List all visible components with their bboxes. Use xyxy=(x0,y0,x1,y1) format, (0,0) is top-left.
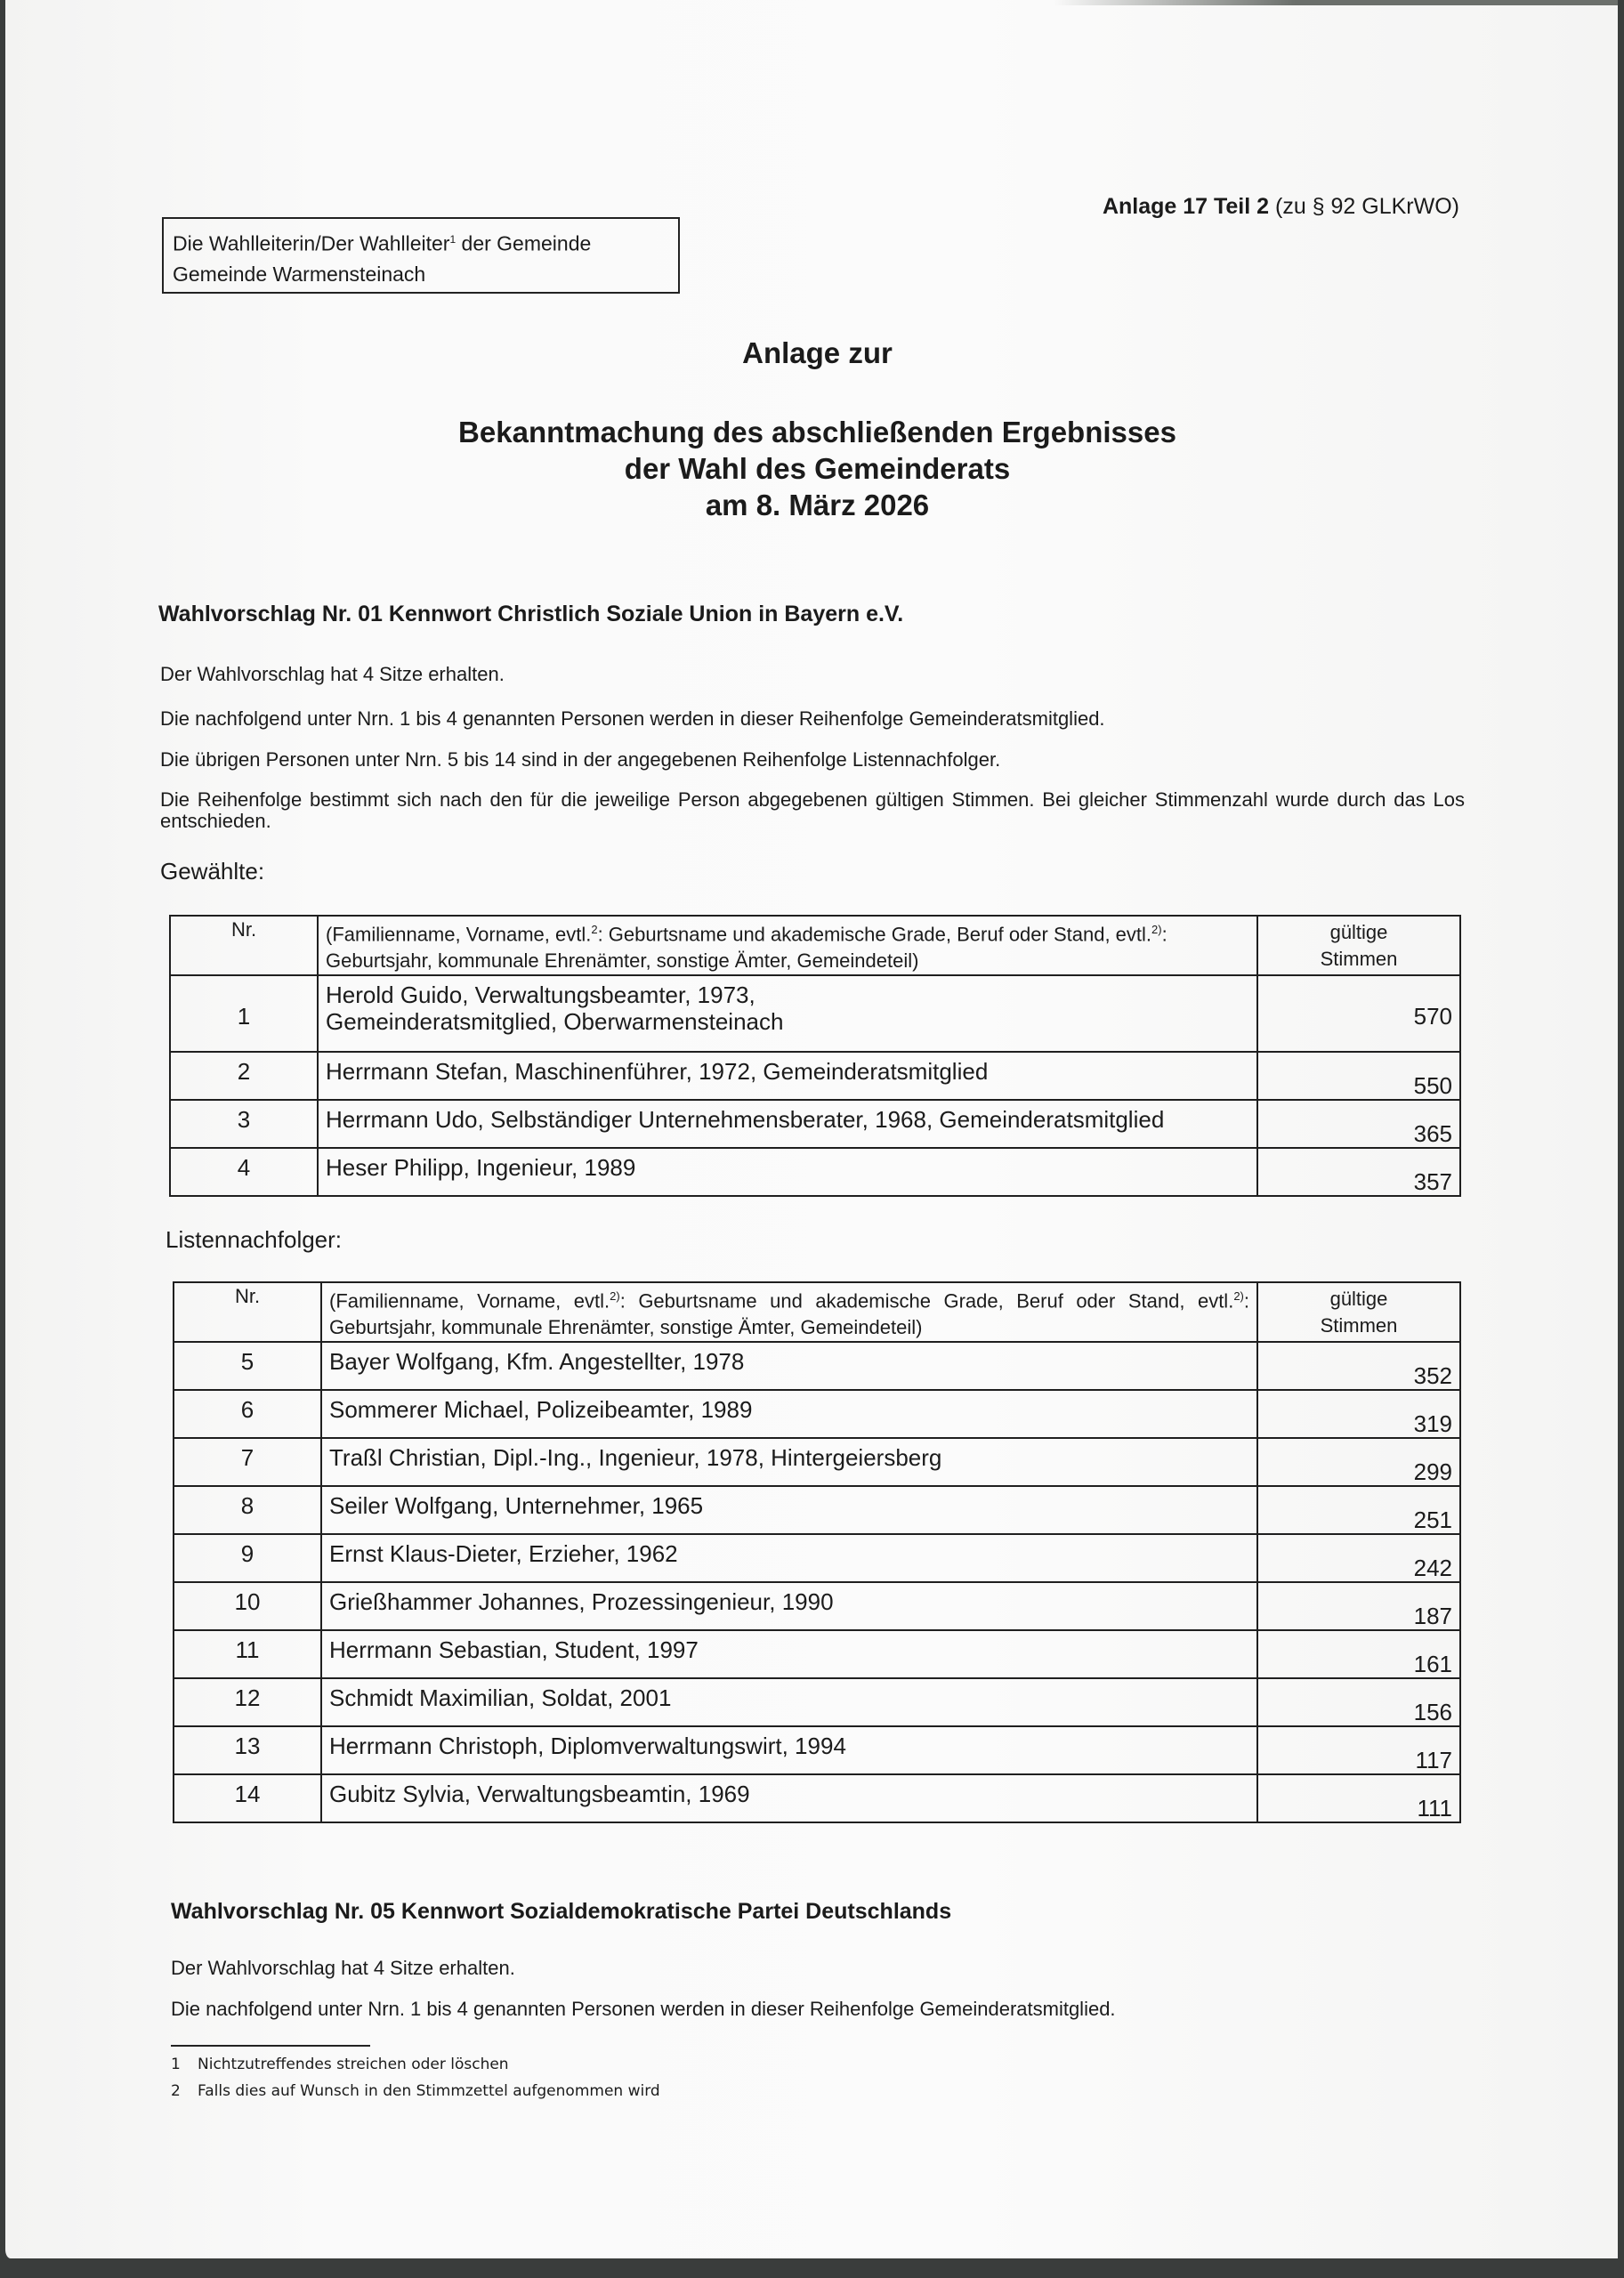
header-text: (Familienname, Vorname, evtl. xyxy=(326,923,592,946)
cell-description: Traßl Christian, Dipl.-Ing., Ingenieur, 1978, Hintergeiersberg xyxy=(321,1438,1257,1486)
title-line-3: am 8. März 2026 xyxy=(705,489,930,521)
anlage-number: Anlage 17 Teil 2 xyxy=(1102,194,1270,219)
elected-label: Gewählte: xyxy=(160,858,265,885)
cell-votes: 156 xyxy=(1257,1678,1460,1726)
table-row xyxy=(174,1774,1460,1822)
paragraph-elected: Die nachfolgend unter Nrn. 1 bis 4 genannten Personen werden in dieser Reihenfolge Gemeinderatsmitglied. xyxy=(171,1998,1116,2020)
title-line-2: der Wahl des Gemeinderats xyxy=(624,452,1011,485)
column-header-votes xyxy=(1257,916,1460,975)
paragraph-successors: Die übrigen Personen unter Nrn. 5 bis 14 sind in der angegebenen Reihenfolge Listennachfolger. xyxy=(160,748,1001,771)
header-text: gültige xyxy=(1329,1287,1388,1310)
footnote-text: Nichtzutreffendes streichen oder löschen xyxy=(198,2056,509,2073)
elected-table xyxy=(169,915,1461,1197)
footnote-number: 1 xyxy=(171,2056,181,2073)
footnote-ref: 2 xyxy=(591,923,598,936)
cell-nr: 13 xyxy=(174,1726,321,1774)
cell-nr: 11 xyxy=(174,1630,321,1678)
column-header-description xyxy=(321,1282,1257,1342)
cell-description: Heser Philipp, Ingenieur, 1989 xyxy=(318,1148,1257,1196)
footnote-divider xyxy=(171,2045,370,2047)
cell-votes: 365 xyxy=(1257,1100,1460,1148)
table-row xyxy=(170,1100,1460,1148)
cell-nr: 5 xyxy=(174,1342,321,1390)
cell-nr: 10 xyxy=(174,1582,321,1630)
table-header-row xyxy=(174,1282,1460,1342)
column-header-nr: Nr. xyxy=(170,916,318,975)
cell-votes: 117 xyxy=(1257,1726,1460,1774)
footnote-ref: 2) xyxy=(1233,1289,1244,1303)
cell-description: Herrmann Sebastian, Student, 1997 xyxy=(321,1630,1257,1678)
sender-suffix: der Gemeinde xyxy=(456,231,592,255)
page-title xyxy=(5,414,1624,523)
table-row xyxy=(174,1630,1460,1678)
title-prefix: Anlage zur xyxy=(742,336,893,369)
document-page xyxy=(5,0,1618,2258)
header-text: Stimmen xyxy=(1320,1313,1398,1337)
footnote-number: 2 xyxy=(171,2082,181,2100)
cell-description: Herrmann Udo, Selbständiger Unternehmensberater, 1968, Gemeinderatsmitglied xyxy=(318,1100,1257,1148)
sender-line-1 xyxy=(173,224,669,259)
footnote-ref: 2) xyxy=(610,1289,620,1303)
cell-description: Gubitz Sylvia, Verwaltungsbeamtin, 1969 xyxy=(321,1774,1257,1822)
cell-votes: 242 xyxy=(1257,1534,1460,1582)
table-row xyxy=(170,1148,1460,1196)
cell-votes: 299 xyxy=(1257,1438,1460,1486)
paragraph-seats: Der Wahlvorschlag hat 4 Sitze erhalten. xyxy=(171,1957,515,1979)
table-row xyxy=(174,1534,1460,1582)
header-text: : Geburtsname und akademische Grade, Beruf oder Stand, evtl. xyxy=(619,1289,1234,1313)
table-header-row xyxy=(170,916,1460,975)
header-text: : Geburtsjahr, kommunale Ehrenämter, sonstige Ämter, Gemeindeteil) xyxy=(329,1289,1249,1339)
table-row xyxy=(174,1342,1460,1390)
cell-description: Sommerer Michael, Polizeibeamter, 1989 xyxy=(321,1390,1257,1438)
cell-votes: 319 xyxy=(1257,1390,1460,1438)
footnote-ref: 2) xyxy=(1151,923,1162,936)
paragraph-order: Die Reihenfolge bestimmt sich nach den für die jeweilige Person abgegebenen gültigen Stimmen. Bei gleicher Stimmenzahl wurde durch das Los entschieden. xyxy=(160,788,1465,832)
cell-description: Herrmann Christoph, Diplomverwaltungswirt, 1994 xyxy=(321,1726,1257,1774)
cell-votes: 187 xyxy=(1257,1582,1460,1630)
cell-description: Herold Guido, Verwaltungsbeamter, 1973, Gemeinderatsmitglied, Oberwarmensteinach xyxy=(318,975,1257,1052)
column-header-nr: Nr. xyxy=(174,1282,321,1342)
cell-description: Herrmann Stefan, Maschinenführer, 1972, Gemeinderatsmitglied xyxy=(318,1052,1257,1100)
paragraph-seats: Der Wahlvorschlag hat 4 Sitze erhalten. xyxy=(160,663,505,685)
column-header-votes xyxy=(1257,1282,1460,1342)
table-row xyxy=(174,1678,1460,1726)
paragraph-elected: Die nachfolgend unter Nrn. 1 bis 4 genannten Personen werden in dieser Reihenfolge Gemeinderatsmitglied. xyxy=(160,707,1105,730)
table-row xyxy=(174,1390,1460,1438)
header-text: Stimmen xyxy=(1320,947,1398,970)
table-row xyxy=(170,975,1460,1052)
sender-box xyxy=(162,217,680,294)
cell-votes: 357 xyxy=(1257,1148,1460,1196)
cell-nr: 3 xyxy=(170,1100,318,1148)
table-row xyxy=(174,1582,1460,1630)
cell-nr: 14 xyxy=(174,1774,321,1822)
cell-nr: 4 xyxy=(170,1148,318,1196)
cell-votes: 570 xyxy=(1257,975,1460,1052)
anlage-law-ref: (zu § 92 GLKrWO) xyxy=(1269,194,1459,219)
header-text: (Familienname, Vorname, evtl. xyxy=(329,1289,610,1313)
cell-description: Bayer Wolfgang, Kfm. Angestellter, 1978 xyxy=(321,1342,1257,1390)
successors-label: Listennachfolger: xyxy=(166,1226,343,1253)
cell-nr: 12 xyxy=(174,1678,321,1726)
cell-nr: 6 xyxy=(174,1390,321,1438)
footnote-2 xyxy=(171,2082,660,2100)
cell-description: Schmidt Maximilian, Soldat, 2001 xyxy=(321,1678,1257,1726)
section-heading-spd: Wahlvorschlag Nr. 05 Kennwort Sozialdemokratische Partei Deutschlands xyxy=(171,1899,952,1924)
footnote-ref: 1 xyxy=(449,233,456,246)
cell-nr: 7 xyxy=(174,1438,321,1486)
cell-description: Grießhammer Johannes, Prozessingenieur, 1990 xyxy=(321,1582,1257,1630)
section-heading-csu: Wahlvorschlag Nr. 01 Kennwort Christlich Soziale Union in Bayern e.V. xyxy=(158,602,904,626)
footnote-1 xyxy=(171,2056,509,2073)
cell-nr: 2 xyxy=(170,1052,318,1100)
table-row xyxy=(174,1726,1460,1774)
cell-description: Seiler Wolfgang, Unternehmer, 1965 xyxy=(321,1486,1257,1534)
cell-votes: 352 xyxy=(1257,1342,1460,1390)
header-text: gültige xyxy=(1329,920,1388,943)
sender-line-2: Gemeinde Warmensteinach xyxy=(173,262,426,286)
table-row xyxy=(174,1438,1460,1486)
successors-table xyxy=(173,1281,1461,1823)
anlage-reference xyxy=(1103,194,1459,220)
sender-title: Die Wahlleiterin/Der Wahlleiter xyxy=(173,231,450,255)
table-row xyxy=(174,1486,1460,1534)
cell-votes: 111 xyxy=(1257,1774,1460,1822)
column-header-description xyxy=(318,916,1257,975)
cell-nr: 1 xyxy=(170,975,318,1052)
table-row xyxy=(170,1052,1460,1100)
cell-description: Ernst Klaus-Dieter, Erzieher, 1962 xyxy=(321,1534,1257,1582)
header-text: : Geburtsname und akademische Grade, Beruf oder Stand, evtl. xyxy=(597,923,1152,946)
cell-votes: 251 xyxy=(1257,1486,1460,1534)
title-line-1: Bekanntmachung des abschließenden Ergebnisses xyxy=(458,416,1176,448)
cell-votes: 550 xyxy=(1257,1052,1460,1100)
cell-nr: 8 xyxy=(174,1486,321,1534)
cell-nr: 9 xyxy=(174,1534,321,1582)
cell-votes: 161 xyxy=(1257,1630,1460,1678)
footnote-text: Falls dies auf Wunsch in den Stimmzettel aufgenommen wird xyxy=(198,2082,660,2100)
header-text: : Geburtsjahr, kommunale Ehrenämter, sonstige Ämter, Gemeindeteil) xyxy=(326,923,1168,973)
